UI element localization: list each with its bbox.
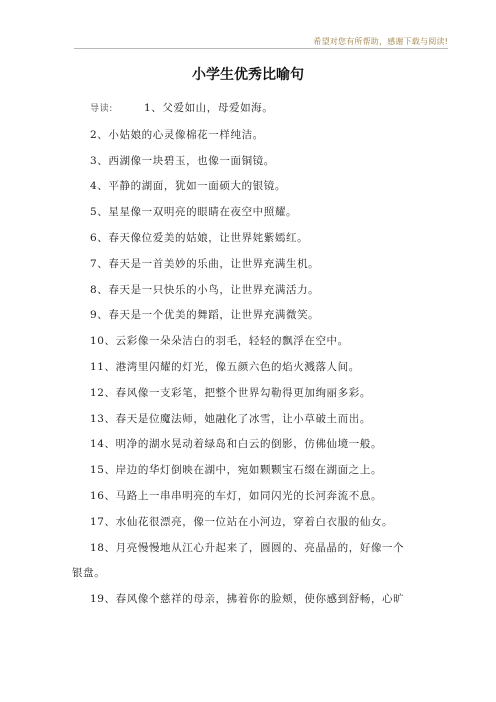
- list-item: 4、平静的湖面，犹如一面硕大的银镜。: [90, 180, 286, 193]
- list-item: 8、春天是一只快乐的小鸟，让世界充满活力。: [90, 283, 320, 296]
- list-item: 6、春天像位爱美的姑娘，让世界姹紫嫣红。: [90, 231, 309, 244]
- list-item: 12、春风像一支彩笔，把整个世界勾勒得更加绚丽多彩。: [90, 386, 371, 399]
- list-item: 16、马路上一串串明亮的车灯，如同闪光的长河奔流不息。: [90, 489, 383, 502]
- list-item: 5、星星像一双明亮的眼睛在夜空中照耀。: [90, 206, 298, 219]
- list-item: 11、港湾里闪耀的灯光，像五颜六色的焰火溅落人间。: [90, 360, 360, 373]
- document-body: [72, 96, 428, 613]
- list-item: 18、月亮慢慢地从江心升起来了，圆圆的、亮晶晶的，好像一个: [90, 541, 405, 554]
- list-item: 9、春天是一个优美的舞蹈，让世界充满微笑。: [90, 309, 320, 322]
- list-item: 1、父爱如山，母爱如海。: [144, 102, 274, 114]
- list-item-continuation: 银盘。: [72, 567, 106, 580]
- list-item: 10、云彩像一朵朵洁白的羽毛，轻轻的飘浮在空中。: [90, 335, 349, 348]
- lead-line: [72, 96, 428, 123]
- lead-label: 导读:: [90, 104, 113, 114]
- page-title: 小学生优秀比喻句: [192, 67, 304, 83]
- list-item: 15、岸边的华灯倒映在湖中，宛如颗颗宝石缀在湖面之上。: [90, 464, 383, 477]
- list-item: 3、西湖像一块碧玉，也像一面铜镜。: [90, 154, 275, 167]
- header-note: 希望对您有所帮助，感谢下载与阅读!: [313, 37, 448, 46]
- header-divider: [74, 48, 448, 49]
- list-item: 19、春风像个慈祥的母亲，拂着你的脸颊，使你感到舒畅，心旷: [90, 593, 405, 606]
- list-item: 7、春天是一首美妙的乐曲，让世界充满生机。: [90, 257, 320, 270]
- list-item: 17、水仙花很漂亮，像一位站在小河边，穿着白衣服的仙女。: [90, 515, 394, 528]
- list-item: 14、明净的湖水晃动着绿岛和白云的倒影，仿佛仙境一般。: [90, 438, 383, 451]
- list-item: 13、春天是位魔法师，她融化了冰雪，让小草破土而出。: [90, 412, 371, 425]
- list-item: 2、小姑娘的心灵像棉花一样纯洁。: [90, 128, 264, 141]
